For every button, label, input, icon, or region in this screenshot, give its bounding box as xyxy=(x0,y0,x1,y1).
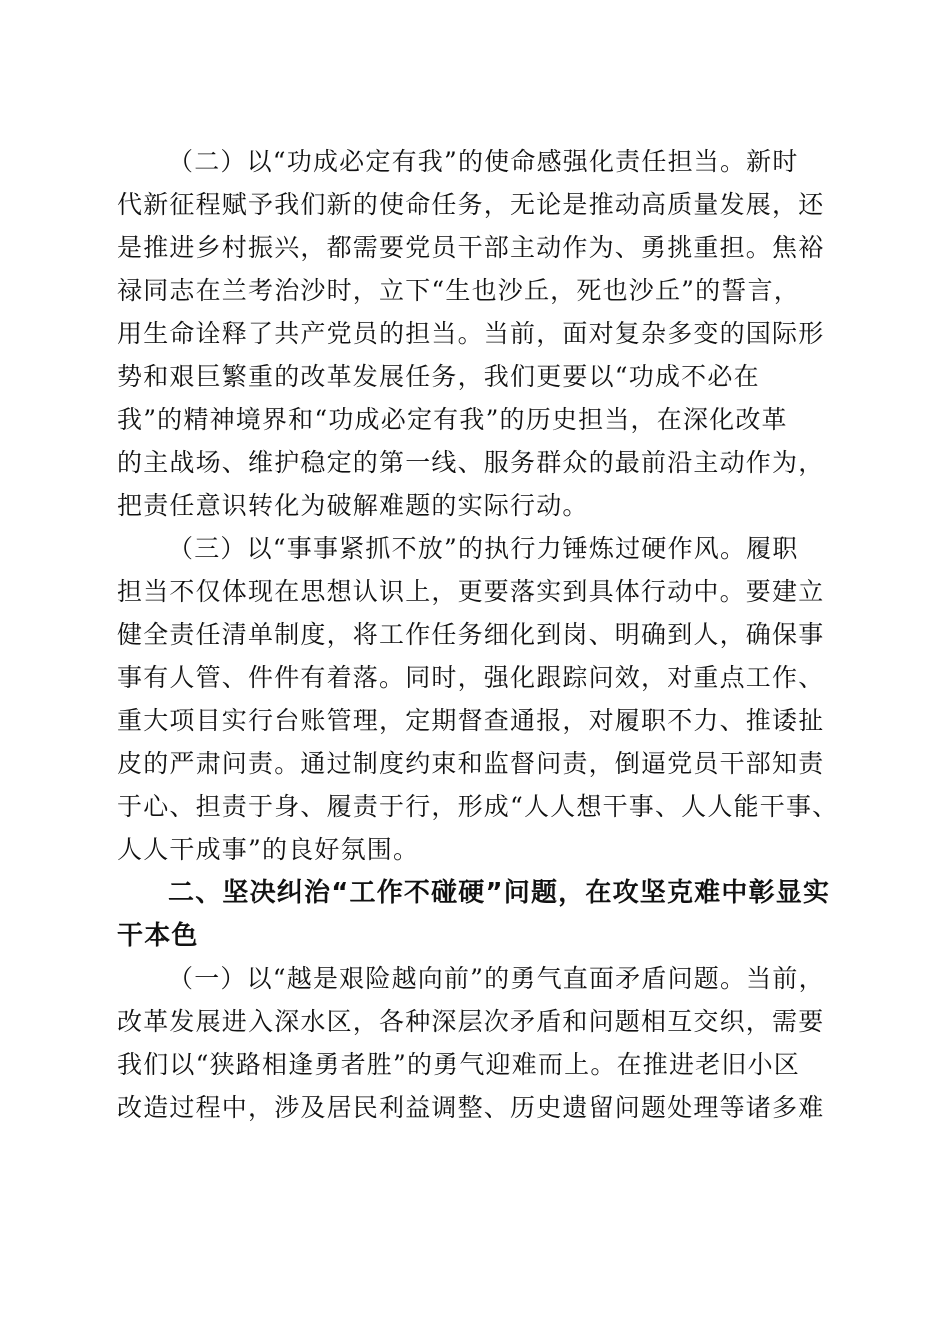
paragraph-line: （二）以“功成必定有我”的使命感强化责任担当。新时 xyxy=(168,147,799,176)
paragraph-line: 我”的精神境界和“功成必定有我”的历史担当，在深化改革 xyxy=(117,405,788,434)
paragraph-line: 重大项目实行台账管理，定期督查通报，对履职不力、推诿扯 xyxy=(117,706,825,735)
paragraph-line: 改造过程中，涉及居民利益调整、历史遗留问题处理等诸多难 xyxy=(117,1093,825,1122)
paragraph-line: 用生命诠释了共产党员的担当。当前，面对复杂多变的国际形 xyxy=(117,319,825,348)
paragraph-line: 人人干成事”的良好氛围。 xyxy=(117,835,420,864)
paragraph-line: 把责任意识转化为破解难题的实际行动。 xyxy=(117,491,589,520)
paragraph-line: 代新征程赋予我们新的使命任务，无论是推动高质量发展，还 xyxy=(117,190,825,219)
paragraph-line: 担当不仅体现在思想认识上，更要落实到具体行动中。要建立 xyxy=(117,577,825,606)
paragraph-line: 我们以“狭路相逢勇者胜”的勇气迎难而上。在推进老旧小区 xyxy=(117,1050,800,1079)
section-heading-line: 干本色 xyxy=(117,921,199,951)
section-heading-line: 二、坚决纠治“工作不碰硬”问题，在攻坚克难中彰显实 xyxy=(168,878,831,908)
paragraph-line: 禄同志在兰考治沙时，立下“生也沙丘，死也沙丘”的誓言， xyxy=(117,276,800,305)
paragraph-line: （三）以“事事紧抓不放”的执行力锤炼过硬作风。履职 xyxy=(168,534,799,563)
paragraph-line: 势和艰巨繁重的改革发展任务，我们更要以“功成不必在 xyxy=(117,362,760,391)
paragraph-line: 健全责任清单制度，将工作任务细化到岗、明确到人，确保事 xyxy=(117,620,825,649)
paragraph-line: 于心、担责于身、履责于行，形成“人人想干事、人人能干事、 xyxy=(117,792,839,821)
paragraph-line: （一）以“越是艰险越向前”的勇气直面矛盾问题。当前， xyxy=(168,964,825,993)
paragraph-line: 是推进乡村振兴，都需要党员干部主动作为、勇挑重担。焦裕 xyxy=(117,233,825,262)
paragraph-line: 改革发展进入深水区，各种深层次矛盾和问题相互交织，需要 xyxy=(117,1007,825,1036)
paragraph-line: 皮的严肃问责。通过制度约束和监督问责，倒逼党员干部知责 xyxy=(117,749,825,778)
paragraph-line: 事有人管、件件有着落。同时，强化跟踪问效，对重点工作、 xyxy=(117,663,825,692)
paragraph-line: 的主战场、维护稳定的第一线、服务群众的最前沿主动作为， xyxy=(117,448,825,477)
